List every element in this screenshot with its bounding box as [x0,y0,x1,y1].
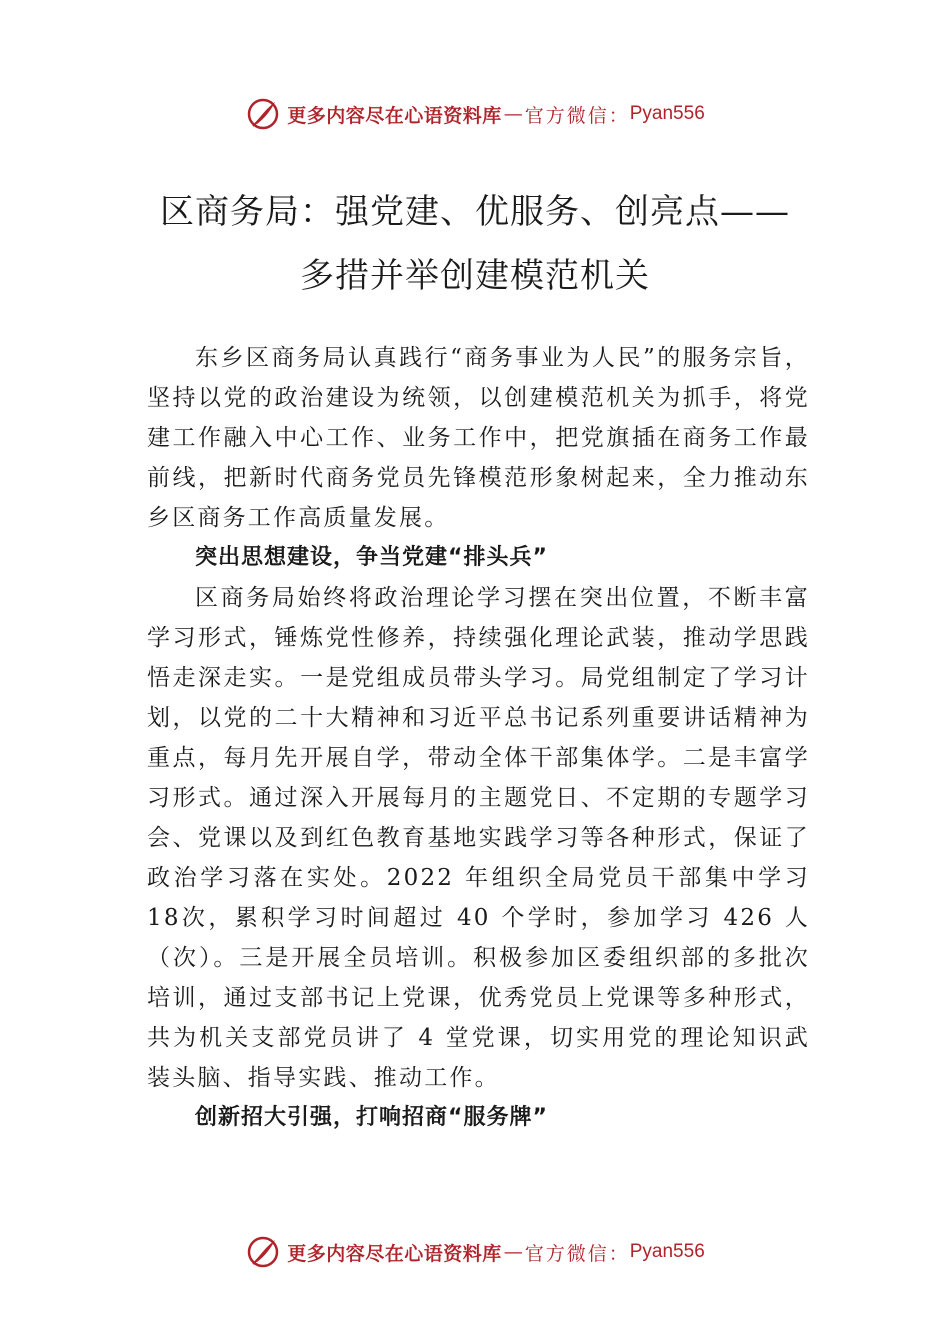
intro-paragraph: 东乡区商务局认真践行“商务事业为人民”的服务宗旨，坚持以党的政治建设为统领，以创建模范机关为抓手，将党建工作融入中心工作、业务工作中，把党旗插在商务工作最前线，把新时代商务党员先锋模范形象树起来，全力推动东乡区商务工作高质量发展。 [147,345,810,531]
title-line-2: 多措并举创建模范机关 [300,256,650,296]
watermark-wechat-label: 官方微信： [524,104,630,127]
quill-logo-icon [245,96,281,132]
watermark-wechat-id: Pyan556 [629,103,705,124]
title-line-1: 区商务局：强党建、优服务、创亮点—— [160,192,790,232]
watermark-brand: 更多内容尽在心语资料库 [287,104,502,127]
watermark-dash: — [503,103,523,125]
section-2-heading: 创新招大引强，打响招商“服务牌” [195,1105,548,1130]
watermark-brand: 更多内容尽在心语资料库 [287,1242,502,1265]
watermark-wechat-label: 官方微信： [524,1242,630,1265]
watermark-dash: — [503,1241,523,1263]
document-title [0,180,950,308]
section-1-heading: 突出思想建设，争当党建“排头兵” [195,545,548,570]
watermark-wechat-id: Pyan556 [629,1241,705,1262]
section-1-paragraph: 区商务局始终将政治理论学习摆在突出位置，不断丰富学习形式，锤炼党性修养，持续强化理论武装，推动学思践悟走深走实。一是党组成员带头学习。局党组制定了学习计划，以党的二十大精神和习近平总书记系列重要讲话精神为重点，每月先开展自学，带动全体干部集体学。二是丰富学 习形式。通过深入开展每月的主题党日、不定期的专题学习 会、党课以及到红色教育基地实践学习等各种形式，保证了政治学习落在实处。2022 年组织全局党员干部集中学习 18次，累积学习时间超过 40 个学时，参加学习 426 人（次）。三是开展全员培训。积极参加区委组织部的多批次培训，通过支部书记上党课，优秀党员上党课等多种形式，共为机关支部党员讲了 4 堂党课，切实用党的理论知识武装头脑、指导实践、推动工作。 [147,585,810,1091]
watermark-footer [0,1232,950,1272]
quill-logo-icon [245,1234,281,1270]
document-body [147,338,810,1138]
watermark-header [0,94,950,134]
